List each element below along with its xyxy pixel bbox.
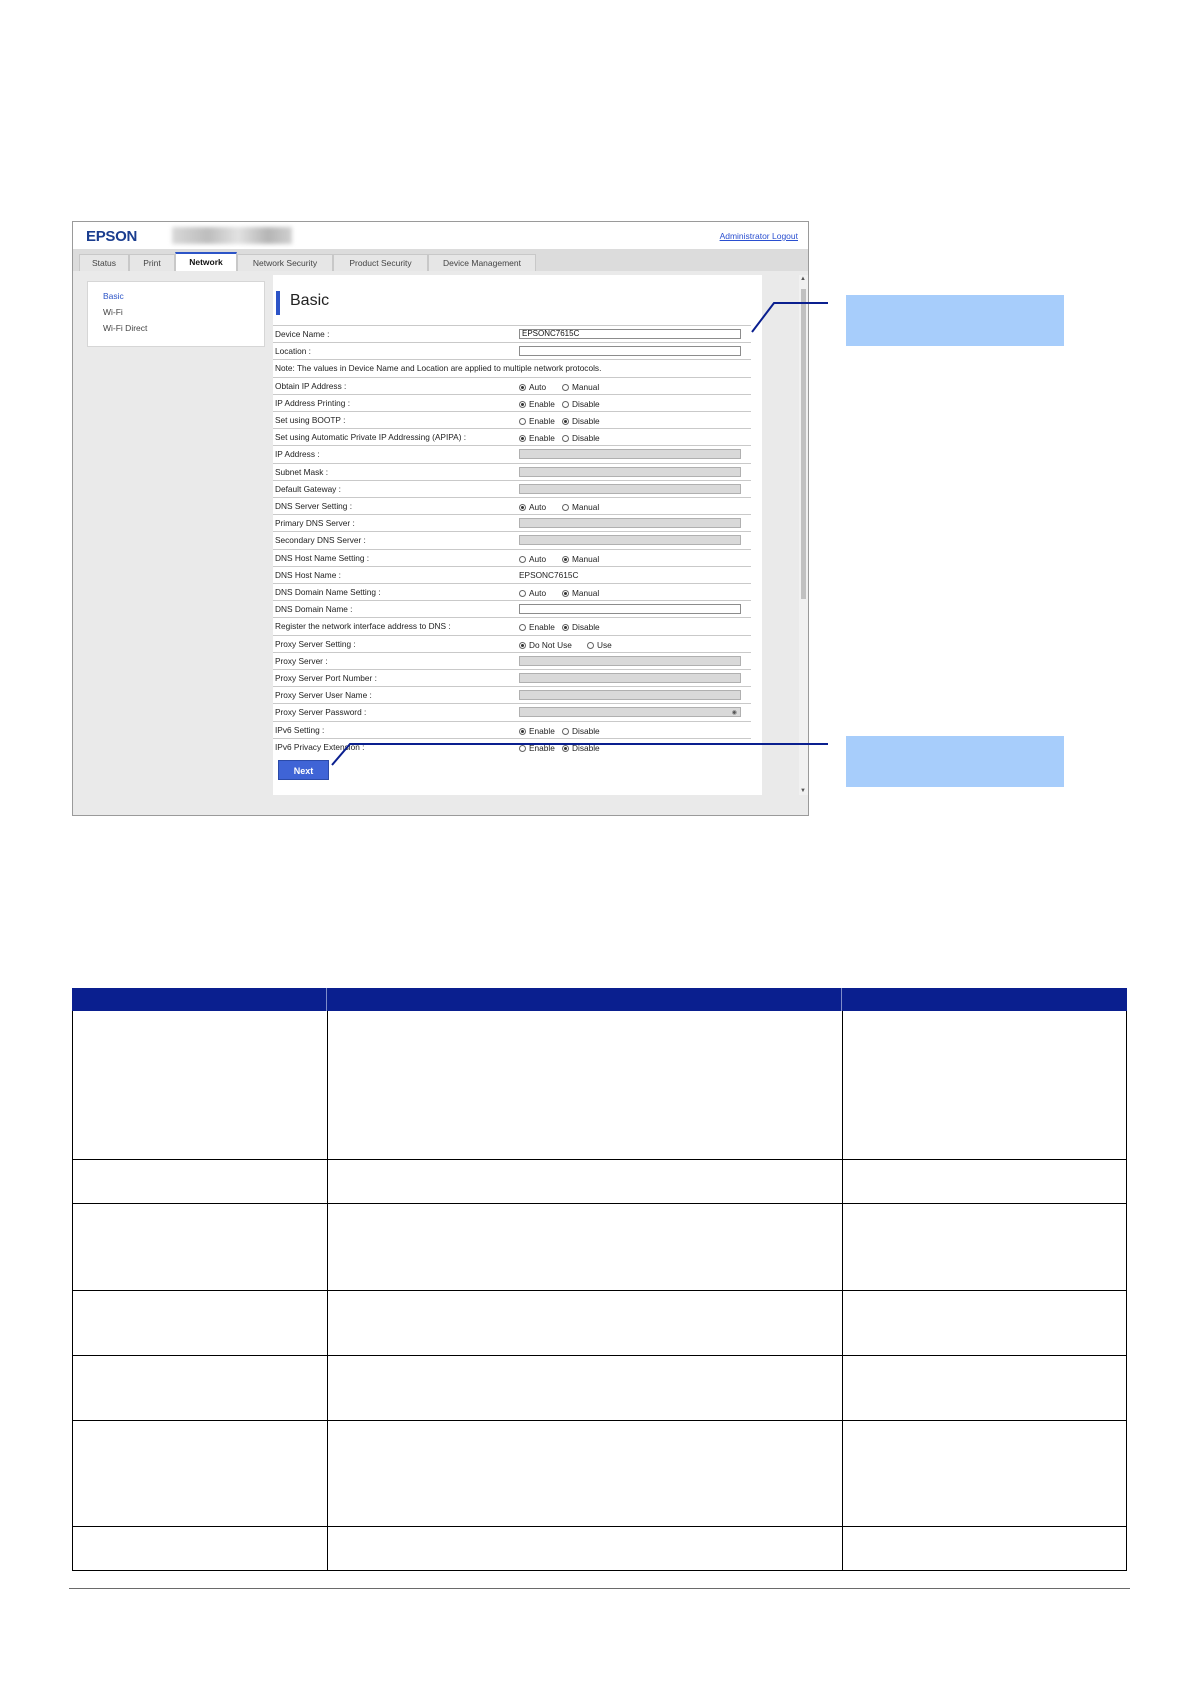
- main-area: [73, 271, 808, 816]
- form-row: [273, 445, 751, 463]
- row-divider: [73, 1290, 1126, 1291]
- radio-button-icon[interactable]: [519, 401, 526, 408]
- tab-product-security[interactable]: Product Security: [333, 254, 428, 271]
- web-config-screenshot: [72, 221, 809, 816]
- show-password-icon[interactable]: ◉: [731, 710, 737, 717]
- form-row: [273, 721, 751, 739]
- radio-label: Do Not Use: [529, 639, 572, 650]
- radio-label: Enable: [529, 433, 555, 444]
- radio-option[interactable]: [587, 640, 612, 650]
- form-row: [273, 583, 751, 601]
- radio-button-icon[interactable]: [519, 418, 526, 425]
- radio-label: Auto: [529, 502, 547, 512]
- radio-label: Manual: [572, 553, 600, 564]
- form-row: [273, 514, 751, 532]
- row-label: Proxy Server Password :: [275, 707, 367, 718]
- radio-label: Disable: [572, 416, 600, 426]
- radio-label: Auto: [529, 553, 547, 564]
- row-label: Primary DNS Server :: [275, 518, 355, 529]
- radio-button-icon[interactable]: [519, 435, 526, 442]
- radio-label: Manual: [572, 502, 600, 512]
- form-row: [273, 566, 751, 584]
- radio-option[interactable]: [519, 502, 546, 512]
- scrollbar[interactable]: [799, 275, 808, 795]
- radio-button-icon[interactable]: [562, 728, 569, 735]
- radio-label: Enable: [529, 622, 555, 633]
- tab-status[interactable]: Status: [79, 254, 129, 271]
- radio-button-icon[interactable]: [562, 435, 569, 442]
- form-row: [273, 428, 751, 446]
- form-row: [273, 738, 751, 756]
- settings-description-table: [72, 988, 1127, 1572]
- radio-label: Disable: [572, 398, 600, 409]
- form-row: [273, 359, 751, 377]
- radio-option[interactable]: [562, 502, 599, 512]
- row-label: Default Gateway :: [275, 483, 341, 494]
- radio-label: Enable: [529, 725, 555, 736]
- radio-button-icon[interactable]: [519, 642, 526, 649]
- radio-button-icon[interactable]: [519, 745, 526, 752]
- row-label: Proxy Server User Name :: [275, 690, 372, 701]
- form-row: [273, 686, 751, 704]
- tab-print[interactable]: Print: [129, 254, 175, 271]
- form-row: [273, 635, 751, 653]
- text-field: [519, 656, 741, 666]
- form-row: [273, 480, 751, 498]
- title-accent-bar: [276, 291, 280, 315]
- row-label: Proxy Server :: [275, 655, 328, 666]
- form-row: [273, 325, 751, 343]
- row-label: Location :: [275, 346, 311, 357]
- row-divider: [73, 1355, 1126, 1356]
- tab-bar: [73, 249, 808, 271]
- text-field[interactable]: EPSONC7615C: [519, 329, 741, 339]
- radio-button-icon[interactable]: [562, 745, 569, 752]
- row-label: Set using Automatic Private IP Addressing (APIPA) :: [275, 432, 467, 443]
- row-label: Proxy Server Port Number :: [275, 673, 377, 683]
- header-divider: [326, 988, 327, 1011]
- radio-button-icon[interactable]: [562, 624, 569, 631]
- row-label: Device Name :: [275, 329, 330, 339]
- radio-button-icon[interactable]: [519, 728, 526, 735]
- administrator-logout-link[interactable]: Administrator Logout: [719, 231, 798, 241]
- radio-label: Disable: [572, 433, 600, 444]
- radio-button-icon[interactable]: [562, 590, 569, 597]
- scroll-thumb[interactable]: [801, 289, 806, 599]
- radio-button-icon[interactable]: [562, 556, 569, 563]
- row-value: EPSONC7615C: [519, 569, 579, 580]
- row-label: Subnet Mask :: [275, 466, 329, 477]
- table-header: [72, 988, 1127, 1011]
- radio-option[interactable]: [562, 622, 600, 632]
- radio-option[interactable]: [519, 726, 555, 736]
- radio-button-icon[interactable]: [562, 401, 569, 408]
- radio-button-icon[interactable]: [519, 556, 526, 563]
- row-label: Set using BOOTP :: [275, 415, 346, 425]
- radio-option[interactable]: [519, 554, 546, 564]
- radio-label: Manual: [572, 588, 600, 598]
- radio-label: Enable: [529, 398, 555, 409]
- radio-label: Enable: [529, 416, 555, 426]
- text-field[interactable]: [519, 346, 741, 356]
- text-field: [519, 535, 741, 545]
- text-field: [519, 484, 741, 494]
- tab-device-management[interactable]: Device Management: [428, 254, 536, 271]
- settings-panel: [273, 275, 762, 795]
- radio-option[interactable]: [519, 382, 546, 392]
- callout-box-1: [846, 295, 1064, 346]
- radio-option[interactable]: [562, 588, 599, 598]
- radio-option[interactable]: [519, 433, 555, 443]
- radio-option[interactable]: [562, 416, 600, 426]
- text-field: [519, 467, 741, 477]
- row-label: IP Address :: [275, 449, 320, 460]
- radio-option[interactable]: [519, 640, 572, 650]
- form-row: [273, 703, 751, 721]
- row-label: DNS Host Name :: [275, 569, 341, 580]
- form-row: [273, 617, 751, 635]
- epson-logo: EPSON: [86, 228, 138, 245]
- row-divider: [73, 1526, 1126, 1527]
- scroll-down-arrow-icon[interactable]: ▼: [800, 788, 806, 794]
- radio-label: Manual: [572, 381, 600, 392]
- radio-option[interactable]: [519, 399, 555, 409]
- radio-option[interactable]: [519, 416, 555, 426]
- radio-button-icon[interactable]: [519, 504, 526, 511]
- radio-label: Use: [597, 639, 612, 650]
- form-row: [273, 411, 751, 429]
- radio-option[interactable]: [519, 622, 555, 632]
- tab-network-security[interactable]: Network Security: [237, 254, 333, 271]
- text-field[interactable]: [519, 604, 741, 614]
- radio-label: Disable: [572, 742, 600, 753]
- form-row: [273, 669, 751, 687]
- row-label: IPv6 Privacy Extension :: [275, 741, 365, 752]
- radio-option[interactable]: [562, 726, 600, 736]
- row-label: Register the network interface address to DNS :: [275, 621, 451, 632]
- sidebar-item-basic[interactable]: Basic: [103, 291, 124, 301]
- password-field: [519, 707, 741, 717]
- row-label: Note: The values in Device Name and Location are applied to multiple network protocols.: [275, 363, 602, 374]
- footer-rule: [69, 1588, 1130, 1589]
- radio-option[interactable]: [562, 433, 600, 443]
- text-field: [519, 518, 741, 528]
- row-label: Secondary DNS Server :: [275, 535, 366, 546]
- radio-label: Enable: [529, 742, 555, 753]
- form-row: [273, 600, 751, 618]
- page-title: Basic: [290, 292, 330, 309]
- next-button[interactable]: Next: [278, 760, 329, 780]
- radio-button-icon[interactable]: [562, 504, 569, 511]
- row-divider: [73, 1203, 1126, 1204]
- radio-button-icon[interactable]: [519, 384, 526, 391]
- radio-button-icon[interactable]: [562, 384, 569, 391]
- row-label: DNS Domain Name :: [275, 604, 353, 615]
- row-label: Obtain IP Address :: [275, 380, 347, 391]
- row-label: DNS Server Setting :: [275, 501, 353, 511]
- header-divider: [841, 988, 842, 1011]
- header-bar: [73, 222, 808, 250]
- radio-label: Auto: [529, 381, 547, 392]
- radio-option[interactable]: [519, 743, 555, 753]
- row-label: DNS Domain Name Setting :: [275, 587, 381, 597]
- radio-option[interactable]: [519, 588, 546, 598]
- sidebar-item-wifi[interactable]: Wi-Fi: [103, 307, 123, 317]
- blurred-printer-name: [172, 227, 292, 244]
- row-label: IP Address Printing :: [275, 397, 351, 408]
- sidebar-item-wifi-direct[interactable]: Wi-Fi Direct: [103, 323, 148, 333]
- radio-option[interactable]: [562, 382, 599, 392]
- text-field: [519, 673, 741, 683]
- form-row: [273, 463, 751, 481]
- radio-option[interactable]: [562, 743, 600, 753]
- radio-label: Auto: [529, 588, 547, 598]
- form-row: [273, 531, 751, 549]
- row-divider: [73, 1420, 1126, 1421]
- radio-label: Disable: [572, 622, 600, 633]
- row-label: IPv6 Setting :: [275, 724, 325, 735]
- radio-label: Disable: [572, 725, 600, 736]
- form-row: [273, 549, 751, 567]
- radio-button-icon[interactable]: [519, 590, 526, 597]
- row-divider: [73, 1159, 1126, 1160]
- form-row: [273, 342, 751, 360]
- radio-button-icon[interactable]: [587, 642, 594, 649]
- table-body: [72, 1011, 1127, 1571]
- text-field: [519, 690, 741, 700]
- form-row: [273, 652, 751, 670]
- callout-box-2: [846, 736, 1064, 787]
- radio-option[interactable]: [562, 399, 600, 409]
- form-row: [273, 394, 751, 412]
- sidebar: [87, 281, 265, 347]
- row-label: DNS Host Name Setting :: [275, 552, 370, 563]
- text-field: [519, 449, 741, 459]
- radio-button-icon[interactable]: [519, 624, 526, 631]
- radio-button-icon[interactable]: [562, 418, 569, 425]
- radio-option[interactable]: [562, 554, 599, 564]
- row-label: Proxy Server Setting :: [275, 638, 356, 649]
- tab-network[interactable]: Network: [175, 252, 237, 271]
- form-row: [273, 497, 751, 515]
- form-row: [273, 377, 751, 395]
- scroll-up-arrow-icon[interactable]: ▲: [800, 276, 806, 282]
